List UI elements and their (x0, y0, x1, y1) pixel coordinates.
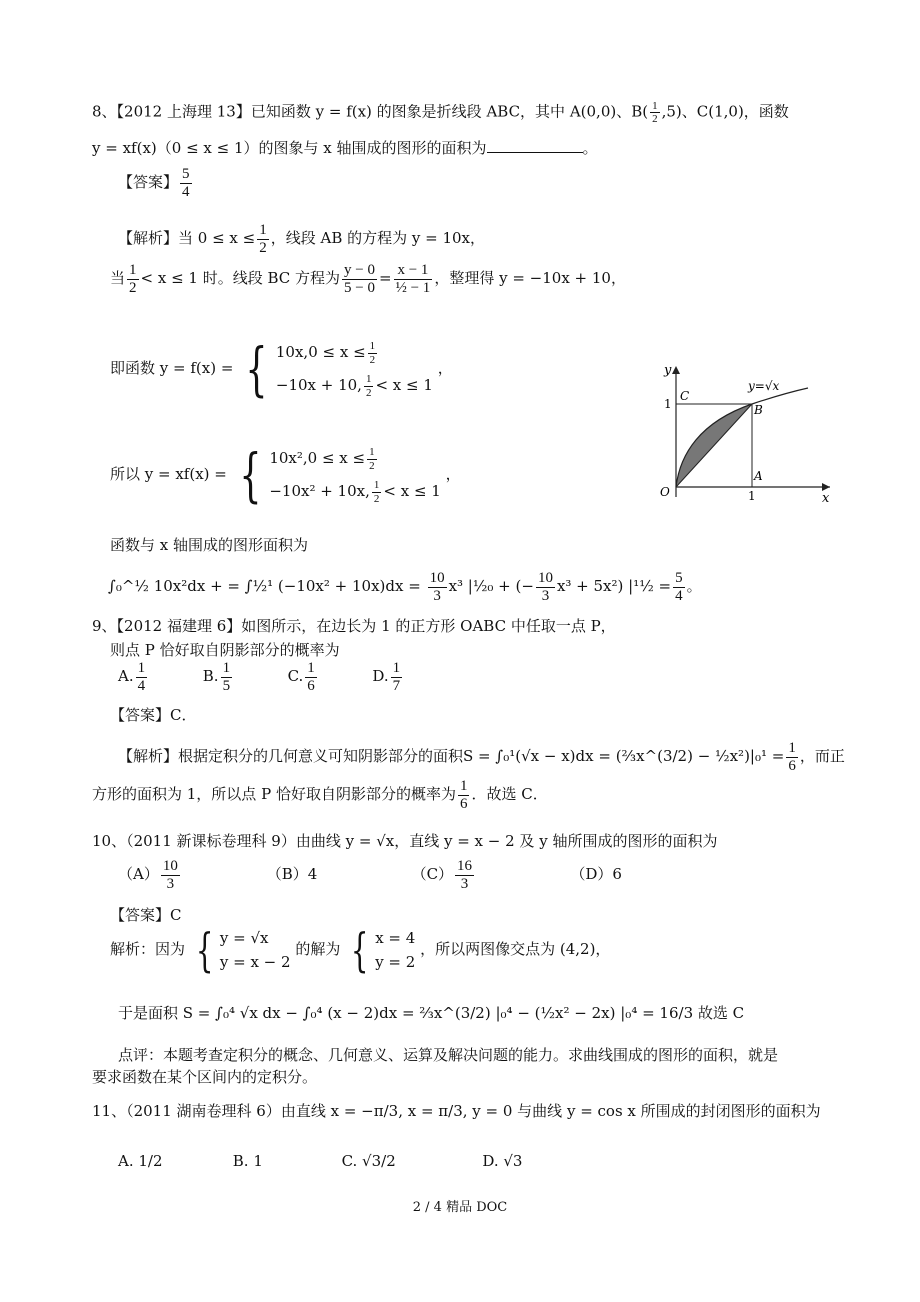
solution-1: x = 4 (375, 929, 416, 947)
q8-stem-tail: ,5)、C(1,0)，函数 (661, 102, 789, 121)
choice-b[interactable]: （B）4 (266, 865, 318, 883)
choice-c[interactable]: C. $\frac{1}{6}$ (287, 660, 315, 694)
fraction-ten-thirds: $\frac{10}{3}$ (537, 570, 553, 604)
y-axis-arrow-icon (672, 366, 680, 374)
point-a-label: A (754, 469, 763, 483)
left-brace-icon: { (239, 441, 262, 509)
equation-2: y = x − 2 (219, 953, 291, 971)
choice-a[interactable]: （A） $\frac{10}{3}$ (118, 858, 178, 892)
case-2: −10x + 10, (275, 376, 362, 394)
q10-answer: 【答案】C (110, 906, 182, 924)
x-axis-label: x (822, 491, 830, 506)
case-2-tail: < x ≤ 1 (383, 482, 441, 500)
q8-analysis2-tail: ，整理得 y = −10x + 10， (434, 269, 626, 287)
q9-stem-line1: 9、【2012 福建理 6】如图所示，在边长为 1 的正方形 OABC 中任取一点 P， (92, 617, 616, 635)
x-tick-one: 1 (748, 489, 756, 503)
q10-comment-1: 点评：本题考查定积分的概念、几何意义、运算及解决问题的能力。求曲线围成的图形的面积，就是 (118, 1046, 779, 1064)
q8-analysis-tail: ，线段 AB 的方程为 y = 10x， (270, 229, 486, 247)
case-2: −10x² + 10x, (269, 482, 370, 500)
fraction-one-sixth: $\frac{1}{6}$ (788, 740, 796, 774)
q9-analysis-tail: ，而正 (799, 747, 845, 765)
choice-a[interactable]: A. 1/2 (118, 1152, 163, 1170)
q8-analysis2-head: 当 (110, 269, 126, 287)
left-brace-icon: { (195, 923, 214, 977)
q10-analysis-1 (110, 923, 611, 977)
case-2-tail: < x ≤ 1 (375, 376, 433, 394)
x-axis-arrow-icon (822, 483, 830, 491)
q9-analysis2-text: 方形的面积为 1，所以点 P 恰好取自阴影部分的概率为 (92, 785, 456, 803)
q10-analysis-head: 解析：因为 (110, 940, 186, 958)
fraction-one-half: $\frac{1}{2}$ (652, 100, 658, 126)
q9-analysis2-tail: ．故选 C． (471, 785, 548, 803)
comma: ， (437, 359, 453, 377)
piecewise-cases (269, 442, 441, 508)
fraction-one-sixth: $\frac{1}{6}$ (459, 778, 468, 812)
comma: ， (445, 465, 461, 483)
q8-analysis-4 (110, 442, 461, 508)
q8-analysis-2 (110, 262, 626, 296)
choice-c[interactable]: C. √3/2 (341, 1152, 396, 1170)
fraction-one-half: $\frac{1}{2}$ (129, 262, 137, 296)
graph-figure (640, 362, 840, 507)
answer-label: 【答案】 (118, 173, 179, 191)
diagonal-line (676, 404, 752, 487)
q8-answer (118, 166, 194, 200)
q8-stem-head: 8、【2012 上海理 13】已知函数 y = f(x) 的图象是折线段 ABC，其中 A(0,0)、B( (92, 102, 649, 121)
q8-analysis2-eq: = (379, 269, 392, 287)
q8-analysis-1 (118, 222, 485, 256)
origin-label: O (660, 485, 670, 499)
q8-analysis-5: 函数与 x 轴围成的图形面积为 (110, 536, 308, 554)
curve-label: y=√x (748, 379, 780, 393)
q9-stem-line2: 则点 P 恰好取自阴影部分的概率为 (110, 641, 340, 659)
left-brace-icon: { (245, 335, 268, 403)
solution-2: y = 2 (375, 953, 416, 971)
q8-analysis-6 (108, 570, 702, 604)
q8-stem-text: y = xf(x)（0 ≤ x ≤ 1）的图象与 x 轴围成的图形的面积为 (92, 139, 487, 157)
q11-stem: 11、（2011 湖南卷理科 6）由直线 x = −π/3, x = π/3, y = 0 与曲线 y = cos x 所围成的封闭图形的面积为 (92, 1102, 821, 1120)
choice-d[interactable]: D. √3 (482, 1152, 523, 1170)
integral-mid: x³ |½₀ + (− (448, 577, 534, 595)
point-b-label: B (754, 403, 763, 417)
q8-stem-line1 (92, 100, 789, 125)
piecewise-label: 所以 y = xf(x) = (110, 465, 227, 483)
choice-a[interactable]: A. $\frac{1}{4}$ (118, 660, 146, 694)
q10-analysis-tail: ，所以两图像交点为 (4,2)， (420, 940, 611, 958)
q8-analysis2-mid: < x ≤ 1 时。线段 BC 方程为 (140, 269, 341, 287)
choice-b[interactable]: B. $\frac{1}{5}$ (202, 660, 231, 694)
answer-blank (487, 138, 583, 153)
fraction-one-half: $\frac{1}{2}$ (365, 373, 372, 399)
system-solution (375, 926, 415, 974)
piecewise-cases (276, 336, 433, 402)
fraction-bc-left: $\frac{y - 0}{5 - 0}$ (344, 262, 376, 296)
q9-analysis-formula: S = ∫₀¹(√x − x)dx = (⅔x^(3/2) − ½x²)|₀¹ = (463, 747, 785, 765)
fraction-one-half: $\frac{1}{2}$ (369, 340, 376, 366)
choice-c[interactable]: （C） $\frac{16}{3}$ (411, 858, 473, 892)
q10-analysis-2: 于是面积 S = ∫₀⁴ √x dx − ∫₀⁴ (x − 2)dx = ⅔x^(3/2) |₀⁴ − (½x² − 2x) |₀⁴ = 16/3 故选 C (118, 1004, 745, 1022)
system-equations (220, 926, 291, 974)
answer-fraction: $\frac{5}{4}$ (182, 166, 190, 200)
fraction-bc-right: $\frac{x - 1}{\text{½ − 1}}$ (395, 262, 431, 296)
case-1: 10x²,0 ≤ x ≤ (269, 449, 366, 467)
page-footer: 2 / 4 精品 DOC (412, 1200, 508, 1215)
point-c-label: C (680, 389, 690, 403)
sqrt-curve (676, 388, 808, 487)
q11-choices (118, 1152, 522, 1170)
fraction-one-half: $\frac{1}{2}$ (259, 222, 267, 256)
q9-analysis-text: 【解析】根据定积分的几何意义可知阴影部分的面积 (118, 747, 464, 765)
q9-choices (118, 660, 452, 694)
q9-analysis-2 (92, 778, 548, 812)
case-1: 10x,0 ≤ x ≤ (275, 343, 366, 361)
q10-analysis-mid: 的解为 (295, 940, 341, 958)
choice-b[interactable]: B. 1 (232, 1152, 263, 1170)
q10-choices (118, 858, 622, 892)
integral-end: 。 (686, 577, 702, 595)
q8-analysis-text: 【解析】当 0 ≤ x ≤ (118, 229, 256, 247)
q10-comment-2: 要求函数在某个区间内的定积分。 (92, 1068, 318, 1086)
y-axis-label: y (664, 363, 672, 378)
fraction-result: $\frac{5}{4}$ (675, 570, 683, 604)
integral-mid2: x³ + 5x²) |¹½ = (556, 577, 672, 595)
y-tick-one: 1 (664, 397, 672, 411)
q10-stem: 10、（2011 新课标卷理科 9）由曲线 y = √x，直线 y = x − 2 及 y 轴所围成的图形的面积为 (92, 832, 718, 850)
q9-analysis-1 (118, 740, 845, 774)
piecewise-label: 即函数 y = f(x) = (110, 359, 234, 377)
choice-d[interactable]: （D）6 (570, 865, 622, 883)
q8-stem-line2 (92, 138, 598, 157)
equation-1: y = √x (219, 929, 269, 947)
fraction-one-half: $\frac{1}{2}$ (369, 446, 375, 472)
q9-answer: 【答案】C． (110, 706, 197, 724)
fraction-one-half: $\frac{1}{2}$ (373, 479, 380, 505)
fraction-ten-thirds: $\frac{10}{3}$ (429, 570, 445, 604)
q8-analysis-3 (110, 336, 453, 402)
choice-d[interactable]: D. $\frac{1}{7}$ (372, 660, 401, 694)
q8-stem-end: 。 (582, 139, 598, 157)
integral-expression: ∫₀^½ 10x²dx + = ∫½¹ (−10x² + 10x)dx = (108, 577, 426, 595)
left-brace-icon: { (350, 923, 369, 977)
